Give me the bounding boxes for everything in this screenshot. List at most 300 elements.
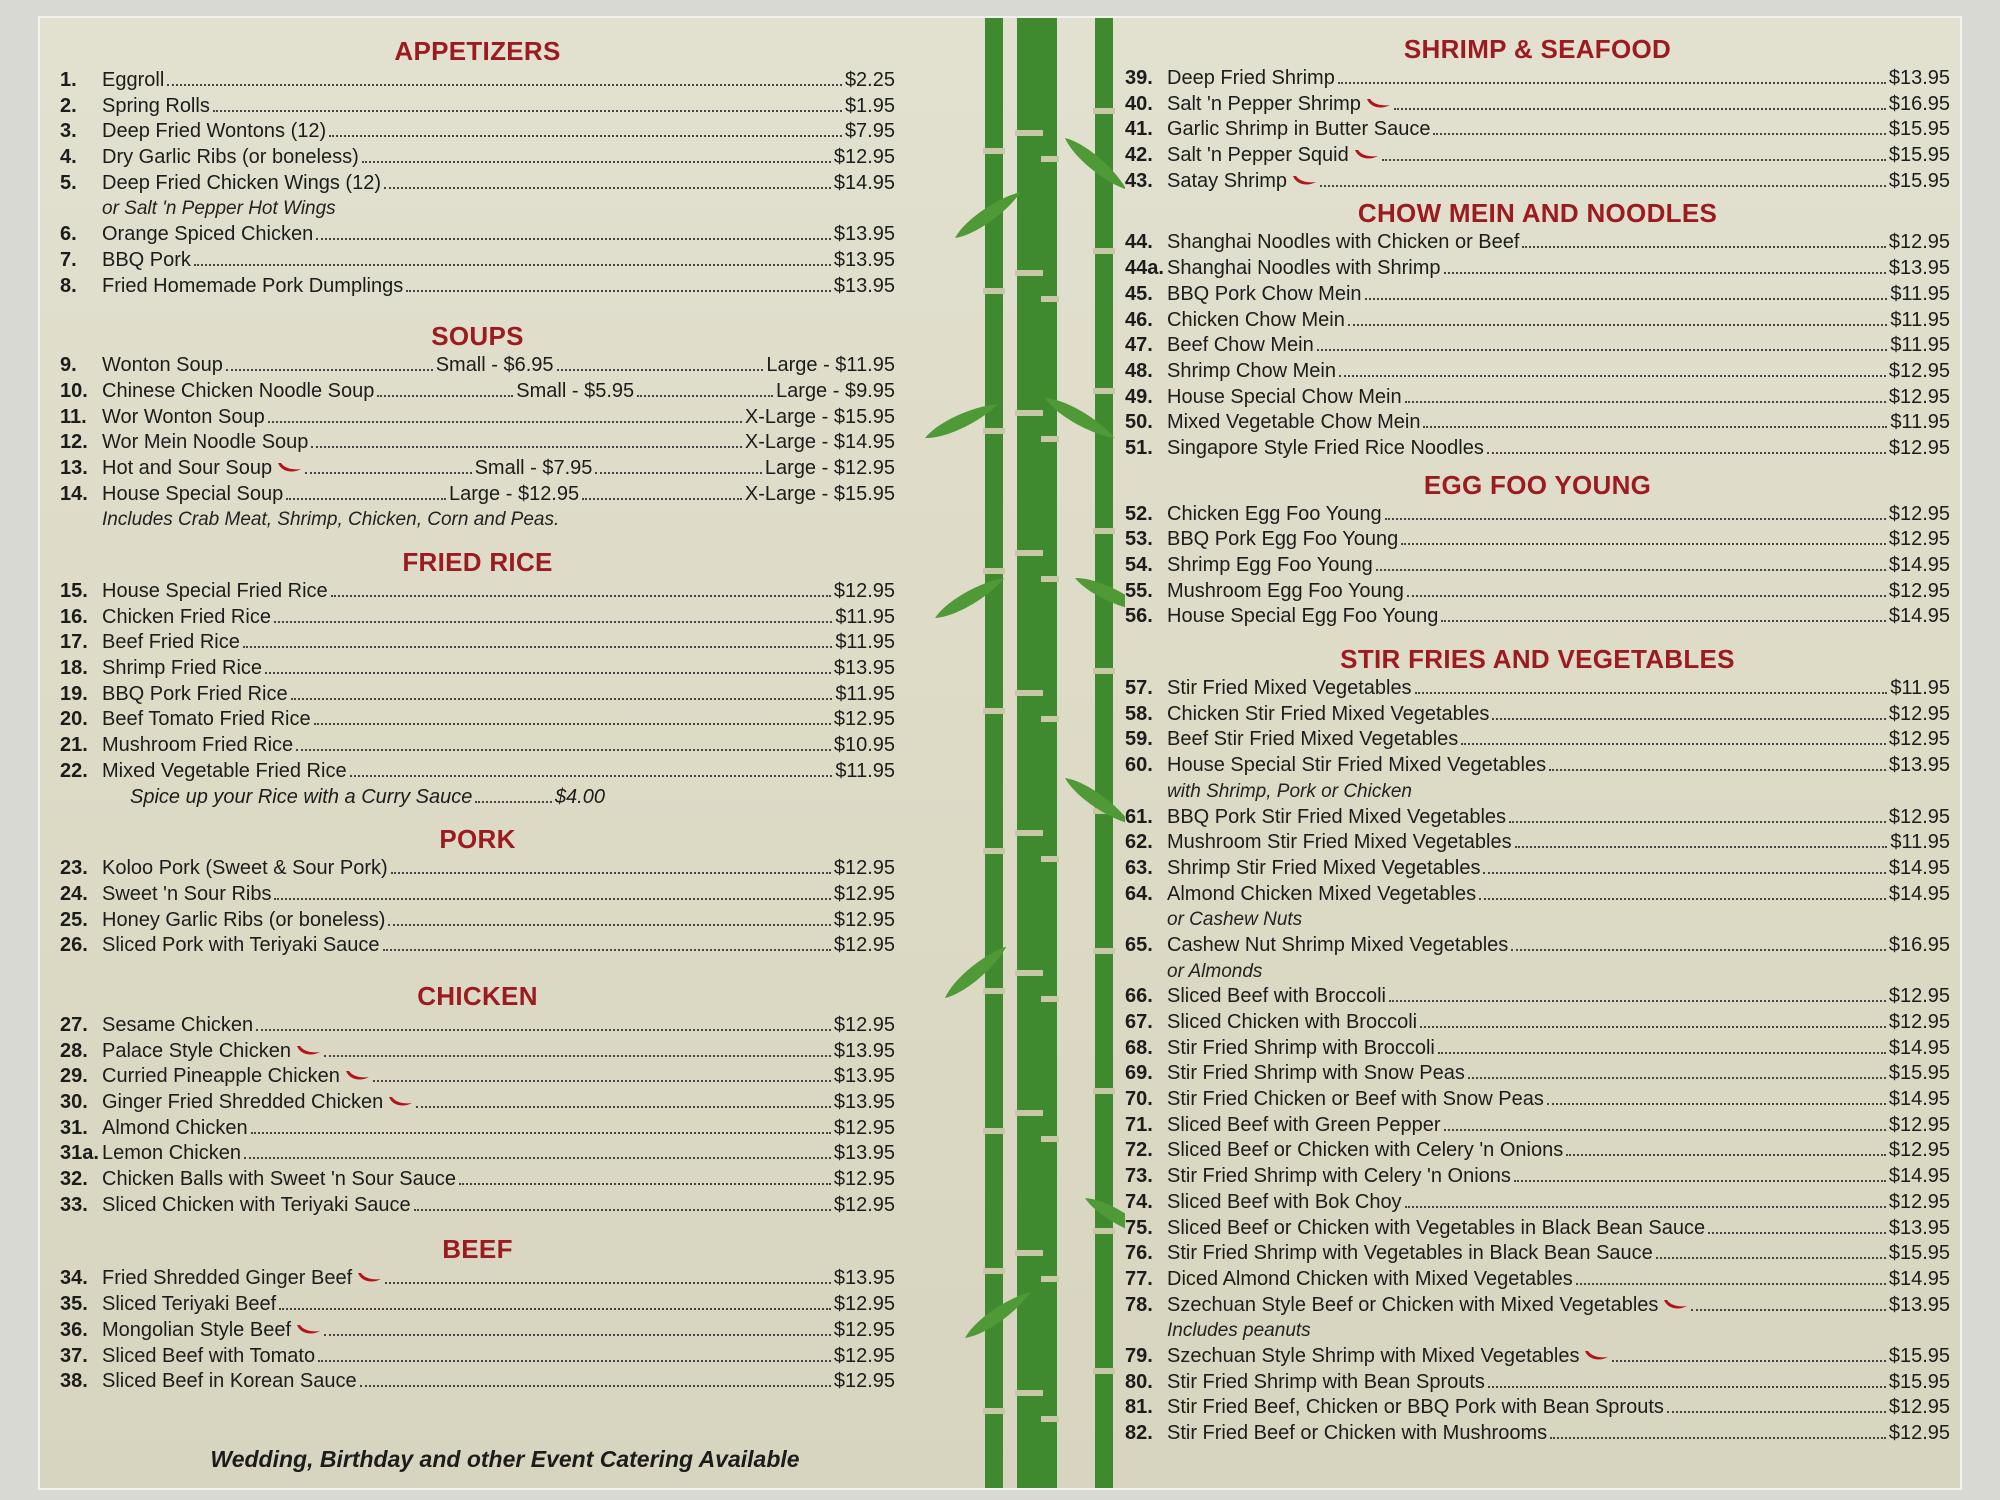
item-price: Small - $7.95: [474, 456, 593, 479]
item-price: $10.95: [833, 734, 895, 757]
item-number: 30.: [60, 1091, 88, 1113]
item-price: $12.95: [1888, 528, 1950, 551]
item-number: 17.: [60, 631, 88, 654]
item-name: House Special Chow Mein: [1167, 385, 1402, 408]
item-price: $11.95: [1890, 308, 1950, 331]
section-title: STIR FRIES AND VEGETABLES: [1340, 644, 1735, 675]
leader-dots: [1405, 401, 1886, 403]
item-number: 77.: [1125, 1267, 1153, 1290]
menu-item: [60, 171, 895, 197]
menu-item: [1125, 410, 1950, 436]
bamboo-leaf: [1061, 772, 1125, 829]
item-number: 46.: [1125, 308, 1153, 331]
bamboo-node: [1041, 1276, 1059, 1282]
item-name: House Special Fried Rice: [102, 580, 328, 602]
bamboo-node: [1015, 270, 1045, 276]
item-name: Mixed Vegetable Chow Mein: [1167, 411, 1421, 434]
item-number: 37.: [60, 1344, 88, 1367]
chili-pepper-icon: [1365, 96, 1391, 110]
item-number: 71.: [1125, 1113, 1153, 1136]
item-number: 44a.: [1125, 257, 1164, 280]
leader-dots: [557, 369, 764, 371]
leader-dots: [331, 595, 831, 597]
leader-dots: [244, 1157, 831, 1159]
item-number: 3.: [60, 120, 77, 143]
item-name: Sesame Chicken: [102, 1013, 254, 1036]
item-name: Koloo Pork (Sweet & Sour Pork): [102, 857, 388, 880]
section-title: EGG FOO YOUNG: [1423, 469, 1652, 500]
item-note: or Almonds: [1167, 960, 1263, 982]
item-price: $14.95: [1888, 1267, 1950, 1290]
item-number: 59.: [1125, 728, 1153, 751]
item-number: 39.: [1125, 67, 1153, 89]
item-price: $12.95: [1888, 1422, 1950, 1444]
item-price: $12.95: [1888, 579, 1950, 602]
item-name: Chicken Fried Rice: [102, 605, 271, 628]
leader-dots: [318, 1360, 831, 1362]
leader-dots: [256, 1029, 831, 1031]
bamboo-node: [1093, 108, 1115, 114]
leader-dots: [1441, 620, 1886, 622]
item-name: BBQ Pork Stir Fried Mixed Vegetables: [1167, 805, 1507, 828]
item-number: 48.: [1125, 359, 1153, 382]
item-number: 60.: [1125, 754, 1153, 777]
item-number: 14.: [60, 482, 88, 505]
item-price: $12.95: [833, 1013, 895, 1036]
item-price: $12.95: [1888, 385, 1950, 408]
menu-item: [1125, 1138, 1950, 1164]
item-number: 53.: [1125, 528, 1153, 551]
leader-dots: [1423, 426, 1887, 428]
item-number: 22.: [60, 759, 88, 782]
item-price: $14.95: [1888, 882, 1950, 905]
leader-dots: [1438, 1052, 1886, 1054]
menu-item: [1125, 308, 1950, 334]
menu-item: [1125, 230, 1950, 256]
item-number: 5.: [60, 171, 77, 194]
leader-dots: [1401, 543, 1886, 545]
bamboo-node: [1093, 248, 1115, 254]
menu-item: [1125, 1010, 1950, 1036]
item-name: Shanghai Noodles with Shrimp: [1167, 257, 1441, 280]
item-number: 21.: [60, 734, 88, 757]
bamboo-node: [983, 568, 1005, 574]
chili-pepper-icon: [387, 1094, 413, 1108]
menu-item: [60, 1116, 895, 1142]
item-price: $2.25: [844, 69, 895, 91]
leader-dots: [1576, 1283, 1886, 1285]
menu-item: [60, 656, 895, 682]
item-number: 13.: [60, 456, 88, 479]
item-price: $12.95: [833, 934, 895, 957]
item-price: $11.95: [1890, 282, 1950, 305]
item-number: 62.: [1125, 831, 1153, 854]
item-name: BBQ Pork Chow Mein: [1167, 282, 1362, 305]
item-price: $15.95: [1888, 1062, 1950, 1085]
bamboo-node: [1093, 948, 1115, 954]
leader-dots: [243, 646, 832, 648]
item-name: Palace Style Chicken: [102, 1039, 291, 1062]
item-name: Hot and Sour Soup: [102, 456, 273, 479]
leader-dots: [1382, 159, 1886, 161]
leader-dots: [286, 498, 446, 500]
item-number: 23.: [60, 857, 88, 880]
item-price: $15.95: [1888, 118, 1950, 141]
chili-pepper-icon: [1583, 1348, 1609, 1362]
menu-item: [1125, 1061, 1950, 1087]
item-price: $15.95: [1888, 1370, 1950, 1393]
item-number: 50.: [1125, 411, 1153, 434]
item-price: $14.95: [1888, 856, 1950, 879]
item-name: Sliced Beef with Broccoli: [1167, 985, 1386, 1008]
item-name: Mushroom Fried Rice: [102, 734, 294, 757]
item-name: Szechuan Style Beef or Chicken with Mixed Vegetables: [1167, 1293, 1659, 1316]
menu-item: [1125, 856, 1950, 882]
item-price: $12.95: [1888, 1396, 1950, 1419]
item-name: Shrimp Stir Fried Mixed Vegetables: [1167, 856, 1481, 879]
menu-item: [1125, 502, 1950, 528]
item-name: BBQ Pork Fried Rice: [102, 682, 288, 705]
menu-item: [60, 1193, 895, 1219]
leader-dots: [406, 290, 831, 292]
menu-item: [60, 456, 895, 482]
menu-item: [60, 68, 895, 94]
item-number: 51.: [1125, 436, 1153, 459]
item-price: $13.95: [1888, 1216, 1950, 1239]
menu-item: [60, 882, 895, 908]
item-name: Eggroll: [102, 69, 165, 91]
menu-item: [60, 379, 895, 405]
item-name: Deep Fried Chicken Wings (12): [102, 171, 381, 194]
item-price: $15.95: [1888, 1344, 1950, 1367]
menu-item: [60, 733, 895, 759]
chili-pepper-icon: [356, 1270, 382, 1284]
item-number: 32.: [60, 1168, 88, 1191]
item-name: Chicken Chow Mein: [1167, 308, 1345, 331]
item-name: Shanghai Noodles with Chicken or Beef: [1167, 231, 1520, 254]
item-name: Beef Chow Mein: [1167, 334, 1314, 357]
item-price: $12.95: [833, 1370, 895, 1393]
bamboo-node: [1041, 856, 1059, 862]
leader-dots: [1479, 898, 1886, 900]
item-number: 41.: [1125, 118, 1153, 141]
upsell-text: Spice up your Rice with a Curry Sauce: [130, 785, 473, 808]
item-name: Stir Fried Shrimp with Broccoli: [1167, 1036, 1435, 1059]
item-number: 65.: [1125, 933, 1153, 956]
item-name: Sliced Beef or Chicken with Vegetables in Black Bean Sauce: [1167, 1216, 1706, 1239]
item-price: $15.95: [1888, 144, 1950, 167]
menu-item: [1125, 359, 1950, 385]
leader-dots: [1405, 1206, 1886, 1208]
item-price: $14.95: [1888, 554, 1950, 576]
leader-dots: [1389, 1000, 1886, 1002]
item-name: Deep Fried Shrimp: [1167, 67, 1335, 89]
item-price: $13.95: [1888, 257, 1950, 280]
item-number: 8.: [60, 274, 77, 297]
item-price: $14.95: [833, 171, 895, 194]
leader-dots: [1348, 324, 1887, 326]
item-number: 61.: [1125, 805, 1153, 828]
item-number: 12.: [60, 431, 88, 454]
item-price: $13.95: [833, 248, 895, 271]
item-number: 31a.: [60, 1142, 99, 1165]
bamboo-node: [1041, 716, 1059, 722]
menu-item: [1125, 1164, 1950, 1190]
menu-item: [60, 856, 895, 882]
upsell-price: $4.00: [554, 785, 605, 808]
menu-item: [1125, 1216, 1950, 1242]
leader-dots: [360, 1385, 831, 1387]
leader-dots: [1365, 298, 1888, 300]
leader-dots: [1515, 846, 1888, 848]
item-price: $13.95: [1888, 1293, 1950, 1316]
item-name: Deep Fried Wontons (12): [102, 120, 327, 143]
bamboo-node: [1015, 130, 1045, 136]
menu-item: [1125, 933, 1950, 959]
item-name: Szechuan Style Shrimp with Mixed Vegetables: [1167, 1344, 1580, 1367]
item-number: 54.: [1125, 554, 1153, 576]
item-number: 29.: [60, 1065, 88, 1088]
item-name: Mushroom Stir Fried Mixed Vegetables: [1167, 831, 1512, 854]
item-price: $13.95: [833, 274, 895, 297]
item-price: $14.95: [1888, 1036, 1950, 1059]
menu-item: [1125, 527, 1950, 553]
item-number: 7.: [60, 248, 77, 271]
item-price: $13.95: [833, 1091, 895, 1113]
leader-dots: [279, 1308, 831, 1310]
item-name: Satay Shrimp: [1167, 169, 1288, 192]
menu-item: [60, 405, 895, 431]
item-name: Sliced Beef with Bok Choy: [1167, 1190, 1402, 1213]
leader-dots: [329, 135, 842, 137]
menu-item: [1125, 1421, 1950, 1447]
item-price: $12.95: [1888, 1113, 1950, 1136]
menu-item: [1125, 830, 1950, 856]
menu-item: [60, 94, 895, 120]
bamboo-node: [1041, 1136, 1059, 1142]
item-number: 40.: [1125, 92, 1153, 115]
item-number: 19.: [60, 682, 88, 705]
item-price: $7.95: [844, 120, 895, 143]
item-name: Wor Wonton Soup: [102, 405, 265, 428]
leader-dots: [1509, 821, 1886, 823]
menu-item: [60, 759, 895, 785]
item-price: $15.95: [1888, 169, 1950, 192]
item-price: $13.95: [833, 657, 895, 680]
bamboo-node: [1093, 1368, 1115, 1374]
leader-dots: [1376, 569, 1886, 571]
bamboo-node: [1041, 156, 1059, 162]
item-price: $12.95: [1888, 231, 1950, 254]
item-price: $11.95: [835, 631, 895, 654]
bamboo-stalk: [1017, 18, 1043, 1488]
bamboo-node: [1041, 296, 1059, 302]
item-number: 2.: [60, 94, 77, 117]
item-name: Chicken Egg Foo Young: [1167, 502, 1382, 525]
leader-dots: [324, 1334, 831, 1336]
chili-pepper-icon: [295, 1043, 321, 1057]
bamboo-node: [1093, 668, 1115, 674]
item-name: Sliced Beef with Green Pepper: [1167, 1113, 1441, 1136]
menu-item: [60, 1167, 895, 1193]
menu-item: [60, 222, 895, 248]
bamboo-node: [1041, 996, 1059, 1002]
item-price: $12.95: [1888, 985, 1950, 1008]
item-note: or Salt 'n Pepper Hot Wings: [102, 198, 336, 220]
menu-item: [1125, 66, 1950, 92]
leader-dots: [1444, 1129, 1886, 1131]
leader-dots: [305, 472, 471, 474]
item-price: $12.95: [833, 908, 895, 931]
item-note: with Shrimp, Pork or Chicken: [1167, 780, 1412, 802]
leader-dots: [296, 749, 831, 751]
item-number: 58.: [1125, 702, 1153, 725]
menu-item: [1125, 385, 1950, 411]
menu-item: [60, 579, 895, 605]
left-column: [60, 18, 895, 1395]
item-price: $11.95: [1890, 411, 1950, 434]
item-number: 11.: [60, 405, 87, 428]
item-price-large: Large - $12.95: [764, 456, 896, 479]
item-number: 63.: [1125, 856, 1153, 879]
item-note: Includes peanuts: [1167, 1320, 1311, 1342]
menu-item: [1125, 282, 1950, 308]
menu-item: [60, 1318, 895, 1344]
item-name: House Special Stir Fried Mixed Vegetables: [1167, 754, 1547, 777]
menu-item: [1125, 882, 1950, 908]
item-number: 36.: [60, 1318, 88, 1341]
item-name: Cashew Nut Shrimp Mixed Vegetables: [1167, 933, 1509, 956]
menu-item: [1125, 1344, 1950, 1370]
leader-dots: [311, 446, 741, 448]
item-price: $12.95: [1888, 1190, 1950, 1213]
item-number: 49.: [1125, 385, 1153, 408]
bamboo-node: [1015, 1250, 1045, 1256]
menu-item: [60, 274, 895, 300]
item-price: $12.95: [833, 857, 895, 880]
leader-dots: [1483, 872, 1885, 874]
leader-dots: [1433, 133, 1885, 135]
item-name: Mushroom Egg Foo Young: [1167, 579, 1404, 602]
item-name: Stir Fried Shrimp with Vegetables in Black Bean Sauce: [1167, 1242, 1653, 1265]
item-name: Fried Shredded Ginger Beef: [102, 1267, 353, 1290]
leader-dots: [1468, 1077, 1886, 1079]
leader-dots: [265, 672, 831, 674]
item-number: 64.: [1125, 882, 1153, 905]
bamboo-node: [1093, 1088, 1115, 1094]
item-price: $11.95: [1890, 677, 1950, 700]
item-number: 44.: [1125, 231, 1153, 254]
menu-item: [60, 1090, 895, 1116]
item-name: Almond Chicken: [102, 1116, 248, 1139]
bamboo-node: [1015, 550, 1045, 556]
item-name: Mongolian Style Beef: [102, 1318, 292, 1341]
leader-dots: [1488, 1386, 1886, 1388]
bamboo-node: [1015, 830, 1045, 836]
bamboo-node: [1015, 410, 1045, 416]
item-name: Salt 'n Pepper Squid: [1167, 144, 1349, 167]
item-number: 52.: [1125, 502, 1153, 525]
item-number: 67.: [1125, 1011, 1153, 1033]
item-number: 28.: [60, 1039, 88, 1062]
item-note: or Cashew Nuts: [1167, 909, 1303, 931]
menu-item: [1125, 984, 1950, 1010]
item-price-large: Large - $9.95: [776, 379, 896, 402]
menu-item: [60, 1039, 895, 1065]
item-name: Stir Fried Mixed Vegetables: [1167, 677, 1412, 700]
item-number: 45.: [1125, 282, 1153, 305]
chili-pepper-icon: [1353, 147, 1379, 161]
menu-item: [60, 908, 895, 934]
item-name: Sliced Teriyaki Beef: [102, 1293, 277, 1316]
item-price: $16.95: [1888, 933, 1950, 956]
item-name: Sliced Beef in Korean Sauce: [102, 1370, 357, 1393]
item-price: $12.95: [833, 882, 895, 905]
leader-dots: [388, 924, 830, 926]
menu-item: [1125, 256, 1950, 282]
menu-item: [1125, 805, 1950, 831]
leader-dots: [391, 872, 831, 874]
menu-item: [1125, 702, 1950, 728]
leader-dots: [1656, 1257, 1886, 1259]
item-price: $12.95: [833, 1293, 895, 1316]
bamboo-node: [983, 988, 1005, 994]
menu-item: [1125, 1190, 1950, 1216]
menu-item: [1125, 676, 1950, 702]
menu-item: [60, 682, 895, 708]
menu-item: [60, 1266, 895, 1292]
leader-dots: [291, 698, 833, 700]
item-name: Spring Rolls: [102, 94, 210, 117]
menu-item: [60, 1064, 895, 1090]
item-name: Beef Stir Fried Mixed Vegetables: [1167, 728, 1459, 751]
item-name: BBQ Pork Egg Foo Young: [1167, 528, 1399, 551]
item-name: Salt 'n Pepper Shrimp: [1167, 92, 1361, 115]
bamboo-node: [983, 848, 1005, 854]
item-name: Diced Almond Chicken with Mixed Vegetables: [1167, 1267, 1573, 1290]
menu-item: [60, 1369, 895, 1395]
item-price: $12.95: [833, 146, 895, 169]
item-name: Stir Fried Shrimp with Snow Peas: [1167, 1062, 1465, 1085]
item-price: Small - $5.95: [516, 379, 635, 402]
item-number: 35.: [60, 1293, 88, 1316]
menu-item: [60, 630, 895, 656]
leader-dots: [1566, 1154, 1886, 1156]
item-price: $13.95: [833, 223, 895, 246]
chili-pepper-icon: [344, 1068, 370, 1082]
item-name: Chinese Chicken Noodle Soup: [102, 379, 375, 402]
leader-dots: [1407, 595, 1886, 597]
item-name: Sliced Chicken with Broccoli: [1167, 1011, 1418, 1033]
leader-dots: [385, 1282, 831, 1284]
bamboo-node: [1041, 576, 1059, 582]
menu-item: [60, 430, 895, 456]
item-number: 55.: [1125, 579, 1153, 602]
curry-upsell: [60, 785, 605, 811]
item-price: $16.95: [1888, 92, 1950, 115]
menu-item: [1125, 1036, 1950, 1062]
item-price: $14.95: [1888, 605, 1950, 628]
chili-pepper-icon: [295, 1322, 321, 1336]
item-name: Sliced Pork with Teriyaki Sauce: [102, 934, 380, 957]
menu-item: [1125, 553, 1950, 579]
chili-pepper-icon: [1662, 1297, 1688, 1311]
bamboo-leaf: [1061, 133, 1125, 195]
item-number: 16.: [60, 605, 88, 628]
item-price: $13.95: [833, 1142, 895, 1165]
item-price: $11.95: [1890, 831, 1950, 854]
leader-dots: [637, 395, 773, 397]
